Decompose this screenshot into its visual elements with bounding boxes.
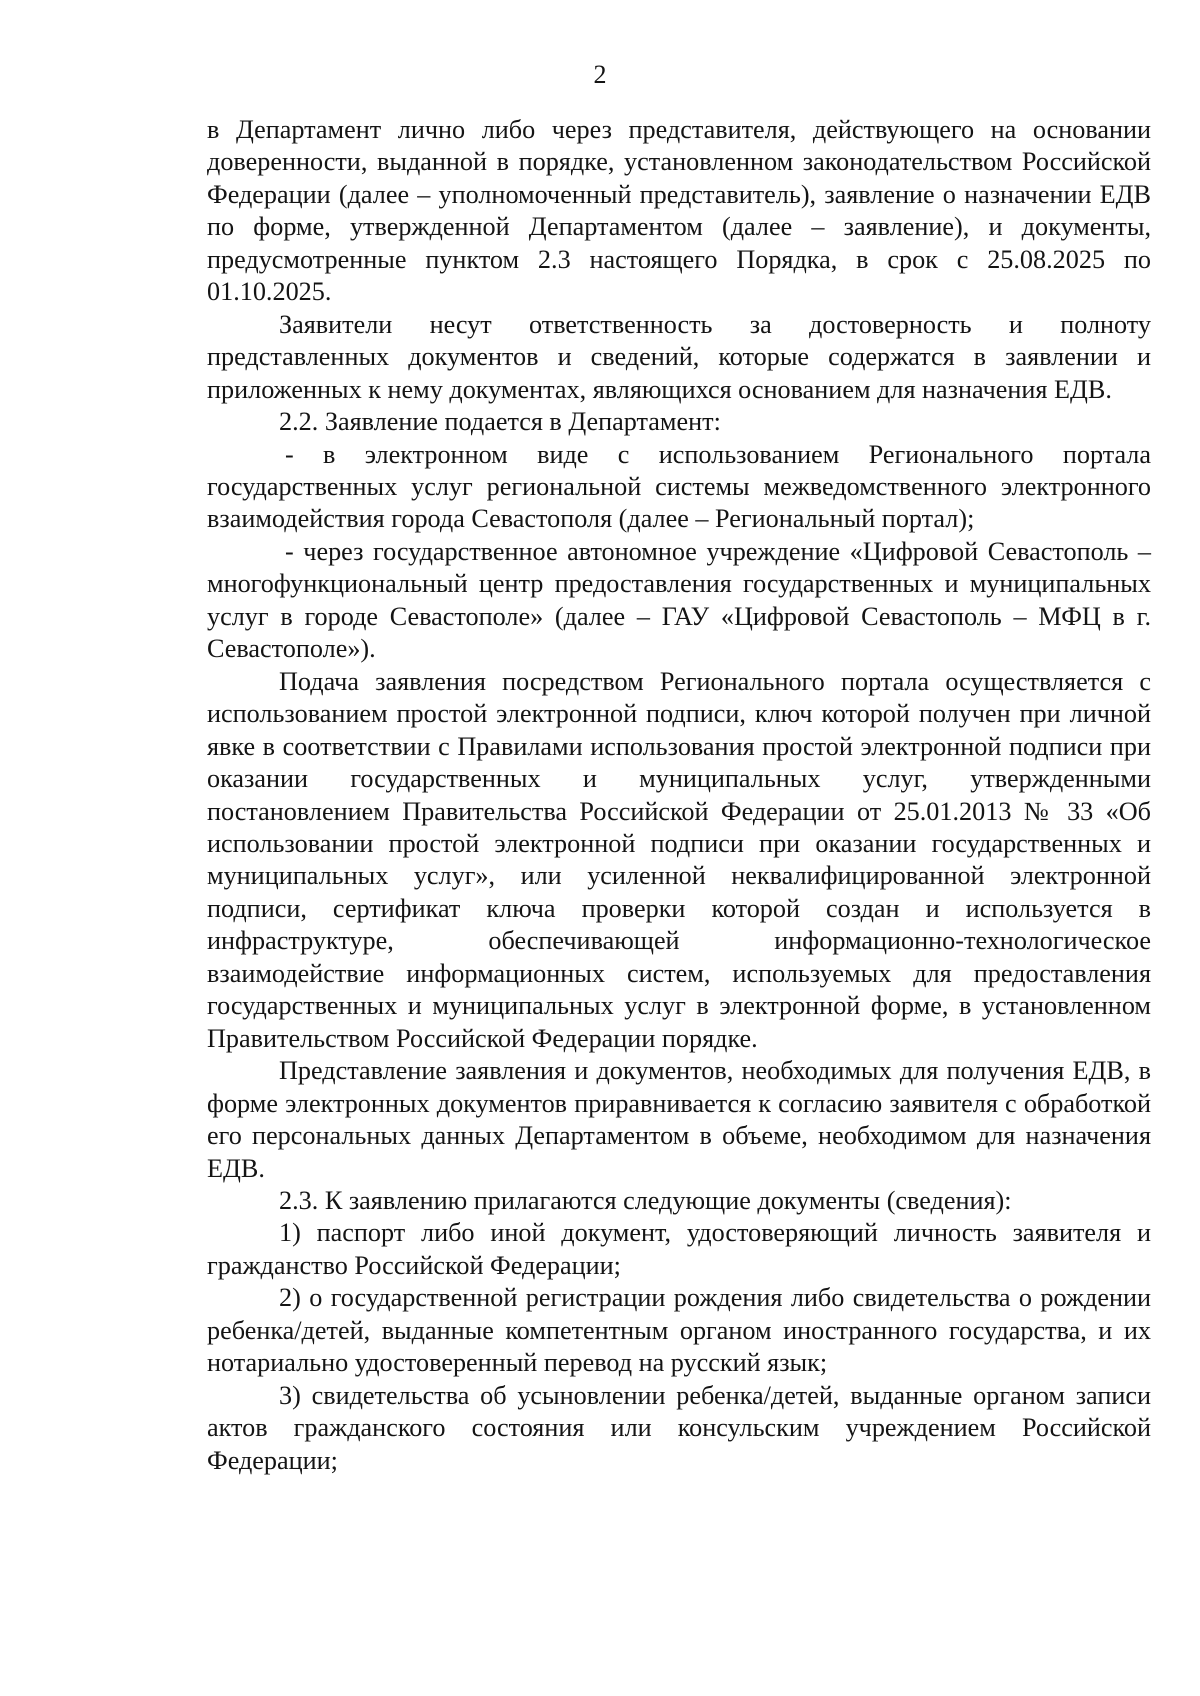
list-item-passport: 1) паспорт либо иной документ, удостоверяющий личность заявителя и гражданство Российской Федерации;: [207, 1218, 1151, 1280]
list-item-birth-registration: 2) о государственной регистрации рождения либо свидетельства о рождении ребенка/детей, выданные компетентным органом иностранного государства, и их нотариально удостоверенный перевод на русский язык;: [207, 1283, 1151, 1378]
paragraph-application-submission: в Департамент лично либо через представителя, действующего на основании доверенности, выданной в порядке, установленном законодательством Российской Федерации (далее – уполномоченный представитель), заявление о назначении ЕДВ по форме, утвержденной Департаментом (далее – заявление), и документы, предусмотренные пунктом 2.3 настоящего Порядка, в срок с 25.08.2025 по 01.10.2025.: [207, 115, 1151, 307]
paragraph-section-2-2: 2.2. Заявление подается в Департамент:: [279, 407, 721, 437]
list-item-electronic-portal: - в электронном виде с использованием Регионального портала государственных услуг региональной системы межведомственного электронного взаимодействия города Севастополя (далее – Региональный портал);: [207, 439, 1151, 534]
paragraph-electronic-signature: Подача заявления посредством Регионального портала осуществляется с использованием простой электронной подписи, ключ которой получен при личной явке в соответствии с Правилами использования простой электронной подписи при оказании государственных и муниципальных услуг, утвержденными постановлением Правительства Российской Федерации от 25.01.2013 № 33 «Об использовании простой электронной подписи при оказании государственных и муниципальных услуг», или усиленной неквалифицированной электронной подписи, сертификат ключа проверки которой создан и используется в инфраструктуре, обеспечивающей информационно-технологическое взаимодействие информационных систем, используемых для предоставления государственных и муниципальных услуг в электронной форме, в установленном Правительством Российской Федерации порядке.: [207, 666, 1151, 1053]
list-item-adoption-certificates: 3) свидетельства об усыновлении ребенка/детей, выданные органом записи актов гражданского состояния или консульским учреждением Российской Федерации;: [207, 1380, 1151, 1475]
paragraph-section-2-3: 2.3. К заявлению прилагаются следующие документы (сведения):: [279, 1185, 1012, 1215]
page-number: 2: [593, 60, 607, 89]
list-item-mfc: - через государственное автономное учреждение «Цифровой Севастополь – многофункциональный центр предоставления государственных и муниципальных услуг в городе Севастополе» (далее – ГАУ «Цифровой Севастополь – МФЦ в г. Севастополе»).: [207, 536, 1151, 664]
paragraph-personal-data-consent: Представление заявления и документов, необходимых для получения ЕДВ, в форме электронных документов приравнивается к согласию заявителя с обработкой его персональных данных Департаментом в объеме, необходимом для назначения ЕДВ.: [207, 1056, 1151, 1183]
paragraph-applicant-responsibility: Заявители несут ответственность за достоверность и полноту представленных документов и сведений, которые содержатся в заявлении и приложенных к нему документах, являющихся основанием для назначения ЕДВ.: [207, 309, 1151, 404]
document-body: [207, 114, 1151, 1477]
